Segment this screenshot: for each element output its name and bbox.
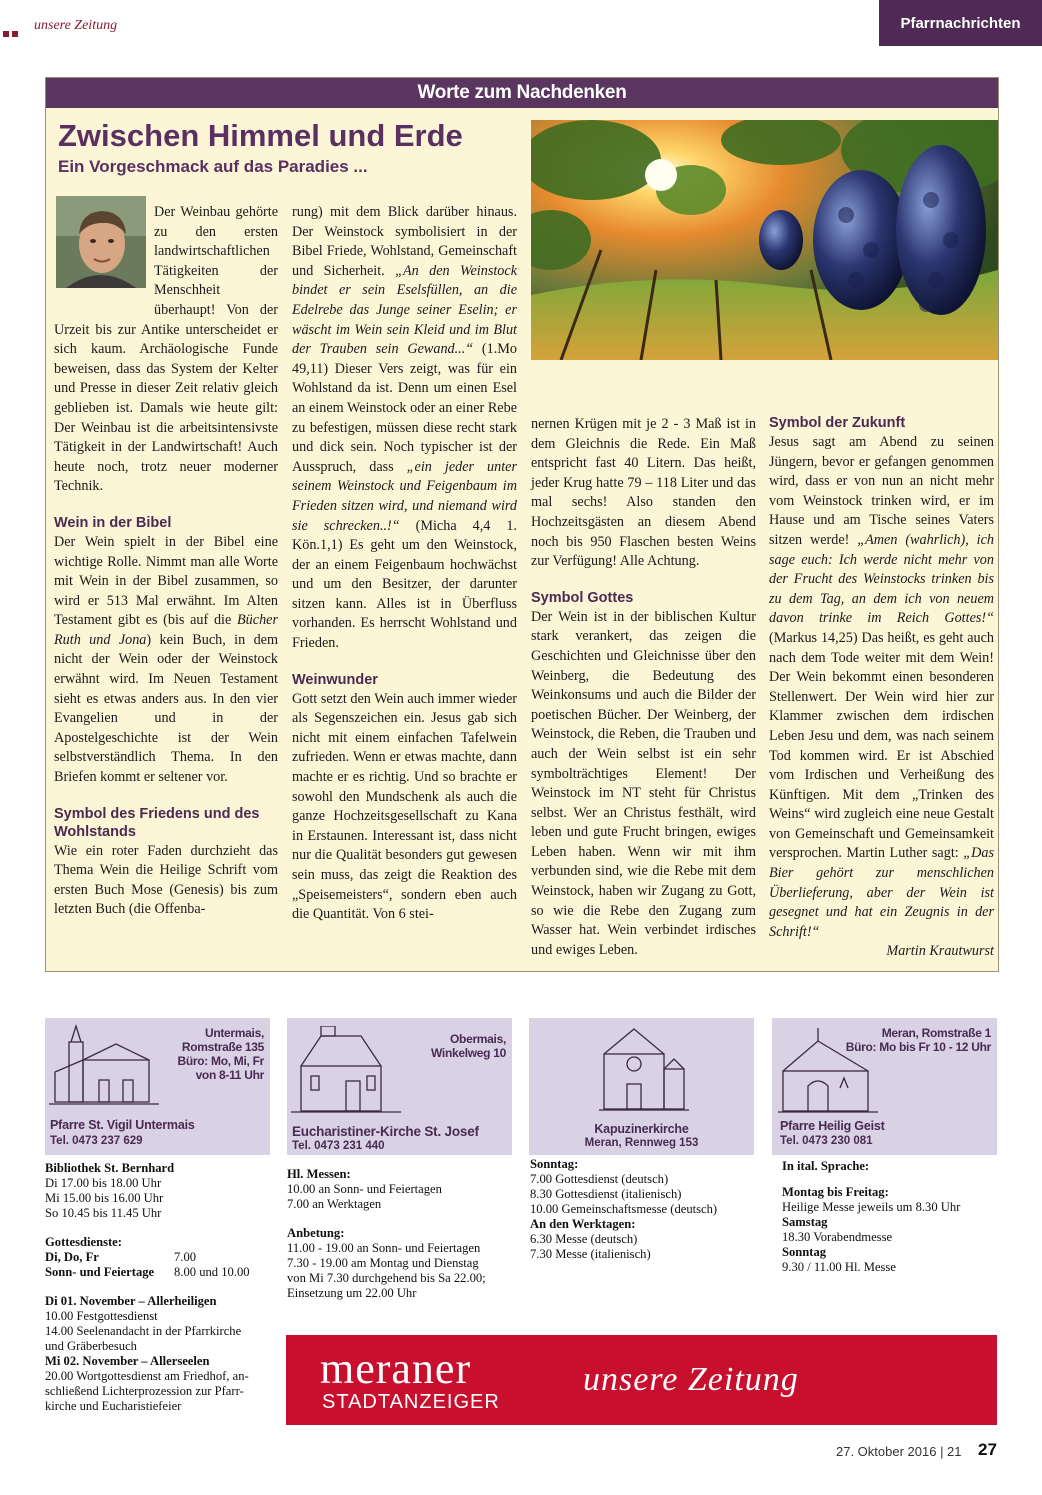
sunday-title: Sonntag: xyxy=(530,1157,579,1171)
schedule-kapuziner xyxy=(530,1157,770,1262)
allerheiligen-line: 14.00 Seelenandacht in der Pfarrkirche xyxy=(45,1324,242,1338)
allerseelen-title: Mi 02. November – Allerseelen xyxy=(45,1354,210,1368)
paragraph-frieden-part1: Wie ein roter Faden durchzieht das Thema Wein die Heilige Schrift vom ersten Buch Mose (Genesis) bis zum letzten Buch (die Offenba- xyxy=(54,842,278,918)
allerseelen-line: schließend Lichterprozession zur Pfarr- xyxy=(45,1384,244,1398)
library-hours: Mi 15.00 bis 16.00 Uhr xyxy=(45,1191,164,1205)
parish-box-heilig-geist xyxy=(772,1018,997,1155)
parish-box-kapuziner xyxy=(529,1018,754,1155)
heading-symbol-gottes: Symbol Gottes xyxy=(531,589,634,606)
weekdays-line: Heilige Messe jeweils um 8.30 Uhr xyxy=(782,1200,961,1214)
paragraph-gottes: Der Wein ist in der biblischen Kultur stark verankert, das zeigen die Geschichten und Gleichnisse über den Weinberg, die Bedeutung des Weinkonsums und auch die Bilder der poetischen Bücher. Der Weinberg, der Weinstock, die Reben, die Trauben und auch der Wein selbst ist ein sehr symbolträchtiges Element! Der Weinstock im NT steht für Christus selbst. Wer an Christus festhält, wird leben und gute Frucht bringen, ewiges Leben haben. Wenn wir mit ihm verbunden sind, wie die Rebe mit dem Weinstock, haben wir Zugang zu Gott, so wie die Rebe den Zugang zum Wasser hat. Wein verbindet irdisches und ewiges Leben. xyxy=(531,608,756,958)
parish-box-st-josef xyxy=(287,1018,512,1155)
adoration-line: von Mi 7.30 durchgehend bis Sa 22.00; xyxy=(287,1271,486,1285)
services-row: Sonn- und Feiertage 8.00 und 10.00 xyxy=(45,1265,250,1279)
heading-symbol-der-zukunft: Symbol der Zukunft xyxy=(769,415,906,431)
parish-address: Untermais, Romstraße 135 Büro: Mo, Mi, Fr von 8-11 Uhr xyxy=(177,1026,264,1082)
parish-address: Obermais, Winkelweg 10 xyxy=(431,1032,506,1060)
sunday-title: Sonntag xyxy=(782,1245,827,1259)
masses-line: 10.00 an Sonn- und Feiertagen xyxy=(287,1182,442,1196)
banner-logo-meraner: meraner xyxy=(320,1344,472,1393)
allerheiligen-line: 10.00 Festgottesdienst xyxy=(45,1309,158,1323)
publisher-banner xyxy=(286,1335,997,1425)
vineyard-photo xyxy=(531,120,998,360)
library-hours: Di 17.00 bis 18.00 Uhr xyxy=(45,1176,162,1190)
parish-phone: Tel. 0473 237 629 xyxy=(50,1135,143,1147)
allerseelen-line: 20.00 Wortgottesdienst am Friedhof, an- xyxy=(45,1369,249,1383)
intro-paragraph: Der Weinbau gehörte zu den ersten landwirtschaftlichen Tätigkeiten der Menschheit überhaupt! Von der Urzeit bis zur Antike unterscheidet er sich kaum. Archäologische Funde beweisen, dass das System der Kelter und Presse in dieser Zeit relativ gleich geblieben ist. Damals wie heute gilt: Der Weinbau ist die arbeitsintensivste Tätigkeit in der Landwirtschaft! Auch heute noch, trotz neuer moderner Technik. xyxy=(54,204,278,495)
church-drawing-icon xyxy=(291,1026,401,1118)
schedule-st-vigil xyxy=(45,1161,275,1414)
allerseelen-line: kirche und Eucharistiefeier xyxy=(45,1399,182,1413)
brand-logo: unsere Zeitung xyxy=(34,18,118,33)
masses-title: Hl. Messen: xyxy=(287,1167,351,1181)
services-title: Gottesdienste: xyxy=(45,1235,122,1249)
weekdays-title: Montag bis Freitag: xyxy=(782,1185,889,1199)
banner-logo-unsere-zeitung: unsere Zeitung xyxy=(583,1361,799,1398)
church-drawing-icon xyxy=(49,1022,159,1112)
parish-name: Kapuzinerkirche xyxy=(594,1122,689,1136)
church-drawing-icon xyxy=(599,1024,689,1116)
saturday-title: Samstag xyxy=(782,1215,828,1229)
paragraph-weinwunder-part1: Gott setzt den Wein auch immer wieder als Segenszeichen ein. Jesus gab sich nicht mit einem einfachen Tafelwein zufrieden. Wenn er etwas machte, dann machte er es richtig. Und so brachte er sowohl den Mundschenk als auch die ganze Hochzeitsgesellschaft zu Kana in Erstaunen. Interessant ist, dass nicht nur die Qualität besonders gut gewesen sein muss, das zeigt die Reaktion des „Speisemeisters“, sondern eben auch die Quantität. Von 6 stei- xyxy=(292,690,517,923)
subheadline: Ein Vorgeschmack auf das Paradies ... xyxy=(58,157,368,176)
adoration-line: 7.30 - 19.00 am Montag und Dienstag xyxy=(287,1256,479,1270)
parish-location: Meran, Rennweg 153 xyxy=(584,1137,699,1149)
parish-box-st-vigil xyxy=(45,1018,270,1155)
weekdays-line: 6.30 Messe (deutsch) xyxy=(530,1232,638,1246)
author-signature: Martin Krautwurst xyxy=(886,943,994,960)
italian-title: In ital. Sprache: xyxy=(782,1159,870,1173)
article-column-4 xyxy=(769,414,994,962)
article-box xyxy=(45,77,999,972)
headline: Zwischen Himmel und Erde xyxy=(58,118,463,153)
paragraph-zukunft: Jesus sagt am Abend zu seinen Jüngern, bevor er gefangen genommen wird, dass er von nun an nicht mehr vom Weinstock trinken wird, er im Hause und am Tische seines Vaters sitzen werde! „Amen (wahrlich), ich sage euch: Ich werde nicht mehr von der Frucht des Weinstocks trinken bis zu dem Tag, an dem ich von neuem davon trinke im Reich Gottes!“ (Markus 14,25) Das heißt, es geht auch nach dem Tode weiter mit dem Wein! Der Wein bekommt einen besonderen Stellenwert. Der Wein wird hier zur Klammer zwischen dem irdischen Leben Jesu und dem, was nach seinem Tod kommen wird. Er ist Abschied vom Irdischen und Verheißung des Künftigen. Mit dem „Trinken des Weins“ wird zugleich eine neue Gestalt von Gemeinschaft und Gemeinsamkeit versprochen. Martin Luther sagt: „Das Bier gehört zur menschlichen Überlieferung, aber der Wein ist gesegnet und hat ein Zeugnis in der Schrift!“ xyxy=(769,434,994,940)
sunday-line: 9.30 / 11.00 Hl. Messe xyxy=(782,1260,896,1274)
weekdays-title: An den Werktagen: xyxy=(530,1217,636,1231)
parish-name: Eucharistiner-Kirche St. Josef xyxy=(292,1124,479,1139)
paragraph-weinwunder-part2: nernen Krügen mit je 2 - 3 Maß ist in dem Gleichnis die Rede. Ein Maß entspricht fast 40 Litern. Das heißt, jeder Krug hatte 79 – 118 Liter und das mal sechs! Also standen den Hochzeitsgästen an diesem Abend noch bis 950 Flaschen besten Weins zur Verfügung! Alle Achtung. xyxy=(531,416,756,570)
services-row: Di, Do, Fr 7.00 xyxy=(45,1250,197,1264)
article-column-3 xyxy=(531,415,756,960)
paragraph-frieden-part2: rung) mit dem Blick darüber hinaus. Der Weinstock symbolisiert in der Bibel Friede, Wohlstand, Gemeinschaft und Sicherheit. „An den Weinstock bindet er sein Eselsfüllen, an die Edelrebe das Junge seiner Eselin; er wäscht im Wein sein Kleid und im Blut der Trauben sein Gewand...“ (1.Mo 49,11) Dieser Vers zeigt, was für ein Wohlstand da ist. Denn um einen Esel an einem Weinstock oder an einer Rebe zu befestigen, müssen diese recht stark und dick sein. Noch typischer ist der Ausspruch, dass „ein jeder unter seinem Weinstock und Feigenbaum im Frieden sitzen wird, und niemand wird sie schrecken..!“ (Micha 4,4 1. Kön.1,1) Es geht um den Weinstock, der an einem Feigenbaum hochwächst und um den Besitzer, der darunter sitzen kann. Alles ist in Überfluss vorhanden. Es herrscht Wohlstand und Frieden. xyxy=(292,204,518,652)
portrait-spacer xyxy=(54,203,154,303)
article-box-title: Worte zum Nachdenken xyxy=(46,78,998,108)
masses-line: 7.00 an Werktagen xyxy=(287,1197,382,1211)
section-tag: Pfarrnachrichten xyxy=(879,0,1042,46)
heading-wein-in-der-bibel: Wein in der Bibel xyxy=(54,514,172,531)
footer-date: 27. Oktober 2016 | 21 xyxy=(836,1444,962,1459)
library-title: Bibliothek St. Bernhard xyxy=(45,1161,175,1175)
parish-name: Pfarre St. Vigil Untermais xyxy=(50,1118,195,1132)
sunday-line: 10.00 Gemeinschaftsmesse (deutsch) xyxy=(530,1202,718,1216)
parish-phone: Tel. 0473 230 081 xyxy=(780,1135,873,1147)
library-hours: So 10.45 bis 11.45 Uhr xyxy=(45,1206,162,1220)
saturday-line: 18.30 Vorabendmesse xyxy=(782,1230,893,1244)
adoration-line: 11.00 - 19.00 an Sonn- und Feiertagen xyxy=(287,1241,481,1255)
article-column-2 xyxy=(292,203,517,925)
parish-address: Meran, Romstraße 1 Büro: Mo bis Fr 10 - 12 Uhr xyxy=(845,1026,991,1054)
parish-phone: Tel. 0473 231 440 xyxy=(292,1140,385,1152)
adoration-line: Einsetzung um 22.00 Uhr xyxy=(287,1286,417,1300)
parish-name: Pfarre Heilig Geist xyxy=(780,1119,885,1133)
heading-symbol-des-friedens: Symbol des Friedens und des Wohlstands xyxy=(54,805,260,840)
sunday-line: 7.00 Gottesdienst (deutsch) xyxy=(530,1172,669,1186)
schedule-st-josef xyxy=(287,1167,522,1301)
paragraph-bibel: Der Wein spielt in der Bibel eine wichtige Rolle. Nimmt man alle Worte mit Wein in der Bibel zusammen, so wird er 513 Mal erwähnt. Im Alten Testament gibt es (bis auf die Bücher Ruth und Jona) kein Buch, in dem nicht der Wein oder der Weinstock erwähnt wird. Im Neuen Testament sieht es etwas anders aus. In den vier Evangelien und in der Apostelgeschichte ist der Wein selbstverständlich Thema. In den Briefen kommt er seltener vor. xyxy=(54,533,279,786)
allerheiligen-line: und Gräberbesuch xyxy=(45,1339,137,1353)
banner-logo-stadtanzeiger: STADTANZEIGER xyxy=(322,1391,500,1413)
schedule-heilig-geist xyxy=(782,1159,997,1275)
page-number: 27 xyxy=(978,1440,997,1459)
weekdays-line: 7.30 Messe (italienisch) xyxy=(530,1247,651,1261)
sunday-line: 8.30 Gottesdienst (italienisch) xyxy=(530,1187,682,1201)
allerheiligen-title: Di 01. November – Allerheiligen xyxy=(45,1294,217,1308)
heading-weinwunder: Weinwunder xyxy=(292,671,378,688)
article-column-1 xyxy=(54,203,278,920)
adoration-title: Anbetung: xyxy=(287,1226,345,1240)
brand-dots xyxy=(3,24,21,42)
